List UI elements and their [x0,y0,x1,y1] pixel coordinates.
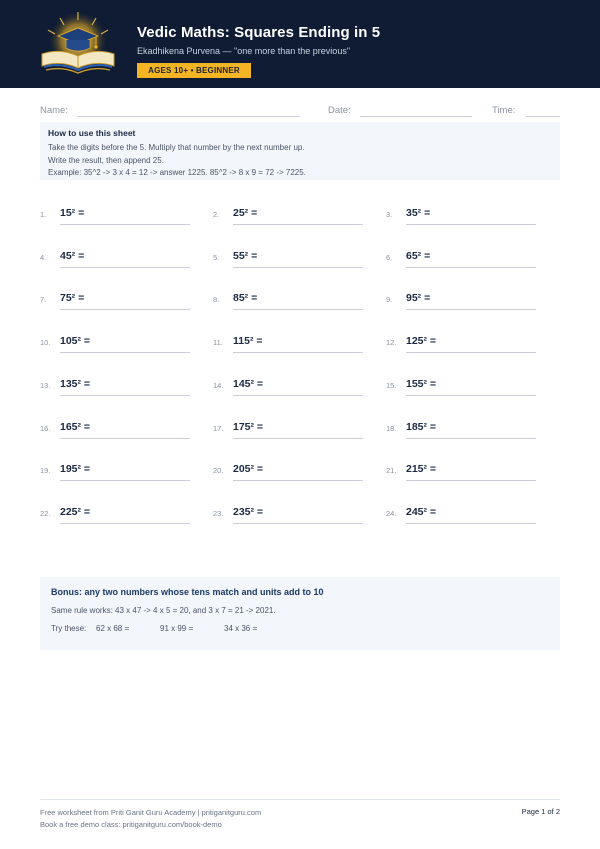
problem-expression: 75² = [60,292,85,305]
problem-number: 22. [40,508,51,518]
problem-number: 9. [386,295,393,305]
page-subtitle: Ekadhikena Purvena — "one more than the previous" [137,46,351,56]
problem-number: 23. [213,508,224,518]
problem-item [213,328,373,354]
problem-expression: 55² = [233,249,258,262]
problem-expression: 205² = [233,463,264,476]
answer-line[interactable] [406,224,536,225]
problem-item [213,414,373,440]
problem-number: 20. [213,466,224,476]
problem-expression: 155² = [406,377,437,390]
answer-line[interactable] [60,267,190,268]
answer-line[interactable] [60,395,190,396]
problem-item [386,414,546,440]
answer-line[interactable] [60,480,190,481]
answer-line[interactable] [406,352,536,353]
name-label: Name: [40,105,68,116]
time-label: Time: [492,105,516,116]
problem-expression: 145² = [233,377,264,390]
footer-source: Free worksheet from Priti Ganit Guru Academy | pritiganitguru.com [40,808,262,817]
problem-item [40,200,200,226]
answer-line[interactable] [406,395,536,396]
bonus-rule: Same rule works: 43 x 47 -> 4 x 5 = 20, and 3 x 7 = 21 -> 2021. [51,606,276,615]
time-field[interactable] [526,116,560,117]
instructions-line: Write the result, then append 25. [48,155,164,165]
footer [40,807,261,831]
problem-expression: 225² = [60,505,91,518]
problem-item [40,371,200,397]
problem-number: 11. [213,338,223,348]
answer-line[interactable] [233,480,363,481]
answer-line[interactable] [60,352,190,353]
student-info-fields [40,105,560,119]
problem-item [386,456,546,482]
instructions-heading: How to use this sheet [48,128,136,138]
problem-expression: 25² = [233,207,258,219]
problem-number: 13. [40,380,51,390]
answer-line[interactable] [233,352,363,353]
problem-item [386,499,546,525]
footer-divider [40,799,560,800]
problem-expression: 35² = [406,207,431,219]
problem-item [213,243,373,269]
problem-number: 21. [386,466,397,476]
bonus-problem: 91 x 99 = [160,624,194,633]
answer-line[interactable] [406,523,536,524]
bonus-panel [40,577,560,650]
problem-expression: 115² = [233,335,263,348]
problem-number: 15. [386,380,397,390]
answer-line[interactable] [233,438,363,439]
problem-number: 17. [213,423,224,433]
problem-number: 7. [40,295,47,305]
problem-item [40,243,200,269]
problem-number: 12. [386,338,397,348]
problem-expression: 215² = [406,463,437,476]
graduation-cap-on-book-icon [30,10,126,78]
problem-expression: 105² = [60,335,91,348]
answer-line[interactable] [233,224,363,225]
problem-expression: 185² = [406,420,437,433]
instructions-example: Example: 35^2 -> 3 x 4 = 12 -> answer 1225. 85^2 -> 8 x 9 = 72 -> 7225. [48,168,306,177]
answer-line[interactable] [406,267,536,268]
date-label: Date: [328,105,351,116]
answer-line[interactable] [60,523,190,524]
problem-number: 19. [40,466,51,476]
answer-line[interactable] [233,395,363,396]
level-badge: AGES 10+ • BEGINNER [137,63,251,78]
answer-line[interactable] [233,523,363,524]
answer-line[interactable] [406,438,536,439]
problem-expression: 45² = [60,249,85,262]
header-banner [0,0,600,88]
name-field[interactable] [77,116,300,117]
problem-expression: 245² = [406,505,437,518]
problem-number: 14. [213,380,224,390]
footer-demo-link[interactable]: Book a free demo class: pritiganitguru.com/book-demo [40,820,222,829]
problem-item [213,499,373,525]
problem-expression: 175² = [233,420,264,433]
date-field[interactable] [360,116,472,117]
bonus-heading: Bonus: any two numbers whose tens match and units add to 10 [51,587,324,597]
problem-number: 16. [40,423,51,433]
problem-expression: 165² = [60,420,91,433]
bonus-problem: 62 x 68 = [96,624,130,633]
answer-line[interactable] [60,224,190,225]
problem-number: 10. [40,338,51,348]
problem-expression: 135² = [60,377,91,390]
problem-item [213,371,373,397]
problem-expression: 15² = [60,207,85,219]
problem-item [213,456,373,482]
problem-number: 18. [386,423,397,433]
problem-item [386,243,546,269]
problem-number: 6. [386,252,393,262]
instructions-line: Take the digits before the 5. Multiply that number by the next number up. [48,143,305,152]
problem-number: 2. [213,210,220,219]
problem-item [40,285,200,311]
bonus-problem: 34 x 36 = [224,624,258,633]
problem-number: 8. [213,295,220,305]
problem-number: 5. [213,252,220,262]
page-title: Vedic Maths: Squares Ending in 5 [137,24,381,41]
problem-item [386,371,546,397]
problem-item [40,328,200,354]
problem-item [386,200,546,226]
problem-expression: 95² = [406,292,431,305]
answer-line[interactable] [60,309,190,310]
problem-expression: 125² = [406,335,437,348]
problem-number: 4. [40,252,47,262]
problem-item [213,200,373,226]
instructions-panel [40,122,560,180]
answer-line[interactable] [60,438,190,439]
problem-item [386,285,546,311]
problem-expression: 195² = [60,463,91,476]
answer-line[interactable] [406,480,536,481]
problem-expression: 235² = [233,505,264,518]
answer-line[interactable] [233,309,363,310]
page-number: Page 1 of 2 [521,807,560,816]
problem-item [386,328,546,354]
answer-line[interactable] [406,309,536,310]
problem-number: 24. [386,508,397,518]
problem-item [40,499,200,525]
problem-item [40,414,200,440]
problem-item [40,456,200,482]
bonus-try-row [51,624,549,636]
answer-line[interactable] [233,267,363,268]
problem-number: 1. [40,210,47,219]
problem-number: 3. [386,210,393,219]
problem-item [213,285,373,311]
problem-expression: 85² = [233,292,258,305]
problem-expression: 65² = [406,249,431,262]
bonus-try-label: Try these: [51,624,87,633]
